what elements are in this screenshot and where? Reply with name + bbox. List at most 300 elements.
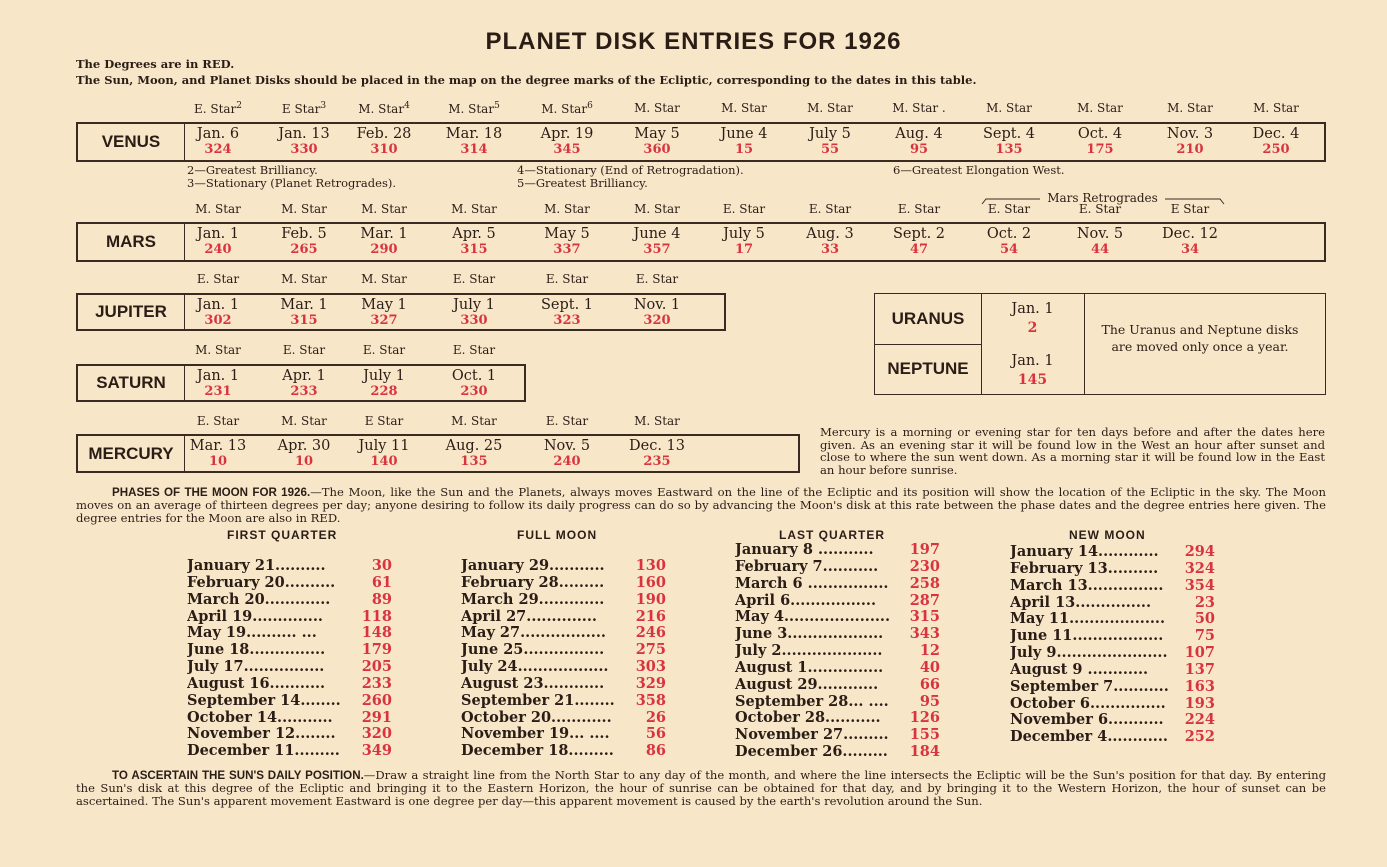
mercury-entry-degree: 10: [294, 454, 314, 469]
mars-entry-degree: 315: [460, 242, 488, 257]
phase-degree: 50: [1194, 610, 1215, 628]
saturn-entry-date: July 1: [363, 368, 405, 384]
jupiter-entry-date: May 1: [361, 297, 407, 313]
phase-row: [735, 626, 940, 643]
phase-date: April 19..............: [187, 608, 323, 625]
phase-date: December 4............: [1010, 729, 1168, 746]
jupiter-entry: [264, 297, 344, 328]
phase-degree: 193: [1184, 694, 1215, 712]
venus-entry: [527, 126, 607, 157]
phase-date: August 16...........: [187, 675, 326, 692]
mars-header: M. Star: [361, 202, 407, 216]
phase-date: September 14........: [187, 692, 341, 709]
sun-position-text: —Draw a straight line from the North Star to any day of the month, and where the line intersects the Ecliptic will be the Sun's position for that day. By entering the Sun's disk at this degree of the Ecliptic and bringing it to the Eastern Horizon, the hour of sunrise can be obtained for that day, and by bringing it to the Western Horizon, the hour of sunset can be ascertained. The Sun's apparent movement Eastward is one degree per day—this apparent movement is caused by the earth's revolution around the Sun.: [76, 768, 1326, 808]
jupiter-row: [76, 293, 726, 331]
mercury-entry-date: Apr. 30: [277, 438, 331, 454]
phase-date: September 7...........: [1010, 678, 1169, 695]
venus-header: E. Star$^2$: [193, 101, 243, 116]
venus-entry-date: July 5: [809, 126, 851, 142]
phase-date: January 29...........: [461, 558, 605, 574]
phase-degree: 86: [645, 742, 666, 760]
phase-row: [735, 744, 940, 761]
planet-name-saturn: SATURN: [78, 366, 185, 400]
phase-date: August 29............: [735, 676, 879, 693]
jupiter-entry-date: Sept. 1: [540, 297, 594, 313]
mars-entry: [1150, 226, 1230, 257]
venus-entry: [879, 126, 959, 157]
mars-entry: [879, 226, 959, 257]
phase-date: March 6 ................: [735, 575, 889, 592]
phase-row: [1010, 611, 1215, 628]
phase-date: July 9......................: [1010, 645, 1168, 662]
venus-entry: [434, 126, 514, 157]
first-quarter-list: [187, 558, 392, 760]
phase-degree: 291: [361, 708, 392, 726]
phase-row: [461, 743, 666, 760]
phase-row: [187, 693, 392, 710]
venus-note-4: 4—Stationary (End of Retrogradation).: [517, 163, 744, 177]
mars-entry: [790, 226, 870, 257]
saturn-entry-degree: 231: [204, 384, 232, 399]
mars-entry-date: May 5: [544, 226, 590, 242]
phase-date: February 7...........: [735, 558, 879, 575]
phase-date: November 27.........: [735, 727, 889, 744]
jupiter-entry-date: Mar. 1: [280, 297, 328, 313]
phase-date: December 18.........: [461, 743, 614, 760]
phase-row: [187, 676, 392, 693]
mars-entry-date: Nov. 5: [1076, 226, 1124, 242]
mercury-entry-date: Nov. 5: [543, 438, 591, 454]
moon-phases-paragraph: [76, 486, 1326, 525]
saturn-entry: [344, 368, 424, 399]
phase-row: [461, 558, 666, 575]
saturn-entry-degree: 230: [460, 384, 488, 399]
intro-degrees-note: The Degrees are in RED.: [76, 57, 235, 71]
phase-degree: 107: [1184, 644, 1215, 662]
phase-row: [187, 743, 392, 760]
mercury-entry: [178, 438, 258, 469]
phase-row: [735, 609, 940, 626]
jupiter-entry: [344, 297, 424, 328]
phase-row: [461, 659, 666, 676]
saturn-entry: [178, 368, 258, 399]
mars-entry-date: July 5: [723, 226, 765, 242]
phase-degree: 216: [635, 607, 666, 625]
phase-degree: 343: [909, 625, 940, 643]
mars-header: E Star: [1170, 202, 1210, 216]
phase-row: [187, 659, 392, 676]
phase-row: [1010, 679, 1215, 696]
mars-header: E. Star: [722, 202, 766, 216]
phase-row: [735, 677, 940, 694]
mercury-entry-degree: 140: [370, 454, 398, 469]
mars-entry-date: Jan. 1: [196, 226, 240, 242]
planet-name-neptune: NEPTUNE: [875, 344, 982, 394]
phase-date: April 6.................: [735, 592, 876, 609]
venus-entry-date: Mar. 18: [445, 126, 503, 142]
jupiter-entry-date: Jan. 1: [196, 297, 240, 313]
mercury-header: M. Star: [281, 414, 327, 428]
uranus-date: Jan. 1: [1011, 301, 1054, 317]
mercury-entry-degree: 135: [460, 454, 488, 469]
jupiter-entry: [434, 297, 514, 328]
phase-date: June 3...................: [735, 626, 884, 643]
venus-note-2: 2—Greatest Brilliancy.: [187, 163, 318, 177]
phase-degree: 23: [1194, 593, 1215, 611]
phase-row: [735, 660, 940, 677]
phase-row: [461, 575, 666, 592]
phase-degree: 303: [635, 658, 666, 676]
phase-degree: 320: [361, 725, 392, 743]
venus-entry-degree: 250: [1262, 142, 1290, 157]
jupiter-entry-degree: 315: [290, 313, 318, 328]
mercury-entry: [344, 438, 424, 469]
phase-date: September 28... ....: [735, 693, 889, 710]
mars-entry-date: Oct. 2: [986, 226, 1032, 242]
jupiter-header: M. Star: [281, 272, 327, 286]
mars-entry-date: Dec. 12: [1162, 226, 1218, 242]
phase-degree: 26: [645, 708, 666, 726]
venus-header: M. Star .: [892, 101, 946, 115]
phase-date: April 27..............: [461, 608, 597, 625]
phase-degree: 12: [919, 642, 940, 660]
mars-entry-degree: 33: [820, 242, 840, 257]
phase-degree: 294: [1184, 543, 1215, 560]
mars-header: M. Star: [281, 202, 327, 216]
phase-row: [735, 559, 940, 576]
phase-row: [461, 625, 666, 642]
mars-entry-degree: 34: [1180, 242, 1200, 257]
phase-row: [735, 694, 940, 711]
phase-date: August 23............: [461, 675, 605, 692]
phase-degree: 95: [919, 692, 940, 710]
mercury-entry-degree: 235: [643, 454, 671, 469]
mercury-header: M. Star: [634, 414, 680, 428]
phase-date: October 14...........: [187, 709, 333, 726]
venus-entry-date: Sept. 4: [982, 126, 1036, 142]
phase-date: August 1...............: [735, 659, 884, 676]
phase-date: July 17................: [187, 659, 325, 676]
phase-degree: 30: [371, 557, 392, 574]
venus-entry: [969, 126, 1049, 157]
saturn-entry-date: Oct. 1: [451, 368, 497, 384]
phase-degree: 315: [909, 608, 940, 626]
uranus-degree: 2: [1027, 320, 1038, 336]
phase-date: May 27.................: [461, 625, 606, 642]
phase-degree: 130: [635, 557, 666, 574]
phase-date: October 6...............: [1010, 695, 1166, 712]
mars-entry: [704, 226, 784, 257]
phase-row: [187, 575, 392, 592]
mars-row: [76, 222, 1326, 262]
venus-entry-date: Nov. 3: [1166, 126, 1214, 142]
phase-degree: 118: [361, 607, 392, 625]
mars-entry-date: Mar. 1: [360, 226, 408, 242]
venus-note-5: 5—Greatest Brilliancy.: [517, 176, 648, 190]
mercury-entry-date: Dec. 13: [629, 438, 685, 454]
jupiter-entry: [527, 297, 607, 328]
venus-entry: [344, 126, 424, 157]
venus-header: M. Star$^6$: [541, 101, 593, 116]
venus-entry-date: Dec. 4: [1252, 126, 1300, 142]
mars-entry-degree: 265: [290, 242, 318, 257]
phase-date: June 25................: [461, 642, 605, 659]
venus-header: M. Star$^4$: [358, 101, 410, 116]
phase-row: [187, 609, 392, 626]
phase-degree: 233: [361, 674, 392, 692]
mars-entry: [527, 226, 607, 257]
phase-heading-first-quarter: FIRST QUARTER: [227, 528, 338, 542]
venus-entry-degree: 324: [204, 142, 232, 157]
phase-degree: 184: [909, 743, 940, 761]
mars-entry-date: Aug. 3: [806, 226, 854, 242]
phase-date: July 2....................: [735, 643, 883, 660]
mercury-entry-degree: 10: [208, 454, 228, 469]
venus-entry: [178, 126, 258, 157]
venus-entry-date: Feb. 28: [356, 126, 412, 142]
jupiter-header: E. Star: [545, 272, 589, 286]
mars-entry: [178, 226, 258, 257]
phase-degree: 190: [635, 590, 666, 608]
venus-entry-degree: 330: [290, 142, 318, 157]
sun-position-paragraph: [76, 769, 1326, 808]
phase-row: [1010, 729, 1215, 746]
phase-row: [187, 726, 392, 743]
venus-entry: [264, 126, 344, 157]
phase-date: December 26.........: [735, 744, 888, 761]
phase-date: February 28.........: [461, 574, 605, 591]
saturn-entry-degree: 228: [370, 384, 398, 399]
saturn-entry-degree: 233: [290, 384, 318, 399]
uranus-neptune-note: The Uranus and Neptune disks are moved only once a year.: [1101, 322, 1299, 354]
phase-row: [735, 542, 940, 559]
venus-header: M. Star: [721, 101, 767, 115]
mars-entry: [434, 226, 514, 257]
venus-entry: [1150, 126, 1230, 157]
phase-degree: 252: [1184, 728, 1215, 746]
phase-date: March 13...............: [1010, 577, 1164, 594]
neptune-date: Jan. 1: [1011, 353, 1054, 369]
mars-entry-date: Apr. 5: [452, 226, 496, 242]
phase-row: [1010, 628, 1215, 645]
saturn-entry: [434, 368, 514, 399]
mars-retrograde-label: Mars Retrogrades: [1047, 191, 1158, 205]
venus-header: M. Star: [807, 101, 853, 115]
mercury-row: [76, 434, 800, 473]
phase-degree: 89: [371, 590, 392, 608]
phase-degree: 160: [635, 573, 666, 591]
phase-date: July 24..................: [461, 659, 609, 676]
new-moon-list: [1010, 544, 1215, 746]
mercury-note: Mercury is a morning or evening star for ten days before and after the dates here given. As an evening star it will be found low in the West an hour after sunset and close to where the sun went down. As a morning star it will be found low in the East an hour before sunrise.: [820, 425, 1325, 477]
moon-phases-heading: PHASES OF THE MOON FOR 1926.: [112, 486, 311, 499]
venus-entry-degree: 345: [553, 142, 581, 157]
venus-header: E Star$^3$: [281, 101, 327, 116]
planet-name-venus: VENUS: [78, 124, 185, 160]
mars-entry-degree: 240: [204, 242, 232, 257]
jupiter-entry-degree: 330: [460, 313, 488, 328]
mars-entry-date: June 4: [633, 226, 681, 242]
phase-date: October 20............: [461, 709, 612, 726]
venus-entry-date: Oct. 4: [1077, 126, 1123, 142]
mars-header: M. Star: [634, 202, 680, 216]
mercury-entry-date: Aug. 25: [445, 438, 503, 454]
mars-entry: [1060, 226, 1140, 257]
phase-degree: 354: [1184, 576, 1215, 594]
venus-header: M. Star: [1077, 101, 1123, 115]
phase-degree: 197: [909, 541, 940, 558]
phase-row: [1010, 561, 1215, 578]
mars-entry-degree: 54: [999, 242, 1019, 257]
mars-header: E. Star: [1078, 202, 1122, 216]
mars-entry: [344, 226, 424, 257]
jupiter-entry-date: July 1: [453, 297, 495, 313]
phase-row: [461, 592, 666, 609]
phase-date: February 20..........: [187, 574, 336, 591]
saturn-header: E. Star: [452, 343, 496, 357]
phase-row: [461, 642, 666, 659]
mars-entry-date: Feb. 5: [281, 226, 327, 242]
phase-row: [1010, 645, 1215, 662]
venus-entry-degree: 175: [1086, 142, 1114, 157]
mars-entry-degree: 357: [643, 242, 671, 257]
saturn-header: M. Star: [195, 343, 241, 357]
phase-degree: 40: [919, 658, 940, 676]
venus-entry: [704, 126, 784, 157]
phase-row: [461, 693, 666, 710]
phase-date: March 29.............: [461, 591, 605, 608]
mars-header: E. Star: [897, 202, 941, 216]
intro-placement-note: The Sun, Moon, and Planet Disks should be placed in the map on the degree marks of the Ecliptic, corresponding to the dates in this table.: [76, 73, 977, 87]
jupiter-entry-date: Nov. 1: [633, 297, 681, 313]
venus-entry-degree: 15: [734, 142, 754, 157]
mars-entry: [264, 226, 344, 257]
phase-row: [735, 643, 940, 660]
venus-entry-date: Aug. 4: [895, 126, 943, 142]
phase-degree: 260: [361, 691, 392, 709]
phase-date: February 13..........: [1010, 560, 1159, 577]
phase-degree: 155: [909, 726, 940, 744]
venus-entry: [1060, 126, 1140, 157]
venus-entry-date: June 4: [720, 126, 768, 142]
phase-date: May 11...................: [1010, 611, 1166, 628]
phase-degree: 148: [361, 624, 392, 642]
venus-entry-degree: 310: [370, 142, 398, 157]
jupiter-header: E. Star: [452, 272, 496, 286]
venus-entry-date: Apr. 19: [540, 126, 594, 142]
mercury-entry: [527, 438, 607, 469]
phase-date: January 21..........: [187, 558, 326, 574]
planet-name-uranus: URANUS: [875, 294, 982, 345]
phase-row: [735, 710, 940, 727]
phase-date: November 6...........: [1010, 712, 1164, 729]
phase-degree: 230: [909, 557, 940, 575]
saturn-entry-date: Jan. 1: [196, 368, 240, 384]
venus-entry: [790, 126, 870, 157]
venus-note-6: 6—Greatest Elongation West.: [893, 163, 1065, 177]
mercury-entry-degree: 240: [553, 454, 581, 469]
phase-degree: 246: [635, 624, 666, 642]
phase-degree: 358: [635, 691, 666, 709]
phase-degree: 126: [909, 709, 940, 727]
venus-entry-degree: 360: [643, 142, 671, 157]
phase-date: January 8 ...........: [735, 542, 874, 558]
venus-entry-date: Jan. 13: [278, 126, 330, 142]
mercury-header: E. Star: [196, 414, 240, 428]
mars-entry-degree: 44: [1090, 242, 1110, 257]
jupiter-entry: [617, 297, 697, 328]
phase-row: [1010, 712, 1215, 729]
phase-date: November 19... ....: [461, 726, 610, 743]
jupiter-header: E. Star: [196, 272, 240, 286]
mars-entry-degree: 290: [370, 242, 398, 257]
saturn-header: E. Star: [282, 343, 326, 357]
neptune-degree: 145: [1017, 372, 1048, 388]
phase-row: [735, 576, 940, 593]
phase-degree: 179: [361, 641, 392, 659]
phase-date: November 12........: [187, 726, 336, 743]
phase-row: [187, 625, 392, 642]
mercury-entry: [264, 438, 344, 469]
venus-entry-degree: 95: [909, 142, 929, 157]
mars-header: E. Star: [808, 202, 852, 216]
jupiter-entry-degree: 327: [370, 313, 398, 328]
phase-date: June 11..................: [1010, 628, 1164, 645]
mars-entry: [969, 226, 1049, 257]
mars-entry-degree: 337: [553, 242, 581, 257]
phase-row: [1010, 544, 1215, 561]
phase-row: [187, 642, 392, 659]
phase-row: [187, 558, 392, 575]
jupiter-header: E. Star: [635, 272, 679, 286]
saturn-entry-date: Apr. 1: [282, 368, 326, 384]
mars-header: E. Star: [987, 202, 1031, 216]
venus-entry-degree: 210: [1176, 142, 1204, 157]
phase-date: March 20.............: [187, 591, 331, 608]
planet-name-jupiter: JUPITER: [78, 295, 185, 329]
phase-heading-new-moon: NEW MOON: [1069, 528, 1146, 542]
phase-degree: 287: [909, 591, 940, 609]
venus-header: M. Star$^5$: [448, 101, 500, 116]
venus-note-3: 3—Stationary (Planet Retrogrades).: [187, 176, 396, 190]
phase-row: [461, 726, 666, 743]
mars-header: M. Star: [544, 202, 590, 216]
planet-name-mercury: MERCURY: [78, 436, 185, 471]
jupiter-header: M. Star: [361, 272, 407, 286]
jupiter-entry: [178, 297, 258, 328]
uranus-neptune-dates: [981, 294, 1085, 394]
venus-entry-degree: 314: [460, 142, 488, 157]
phase-row: [1010, 696, 1215, 713]
phase-degree: 224: [1184, 711, 1215, 729]
phase-row: [1010, 578, 1215, 595]
phase-date: October 28...........: [735, 710, 881, 727]
phase-degree: 56: [645, 725, 666, 743]
mercury-entry-date: Mar. 13: [189, 438, 247, 454]
sun-position-heading: TO ASCERTAIN THE SUN'S DAILY POSITION.: [112, 769, 364, 782]
mercury-header: E. Star: [545, 414, 589, 428]
phase-degree: 329: [635, 674, 666, 692]
phase-degree: 349: [361, 742, 392, 760]
mars-header: M. Star: [195, 202, 241, 216]
phase-date: January 14............: [1010, 544, 1159, 560]
phase-date: September 21........: [461, 692, 615, 709]
phase-date: December 11.........: [187, 743, 340, 760]
venus-header: M. Star: [634, 101, 680, 115]
phase-row: [1010, 595, 1215, 612]
phase-date: May 4.....................: [735, 609, 891, 626]
phase-row: [461, 609, 666, 626]
